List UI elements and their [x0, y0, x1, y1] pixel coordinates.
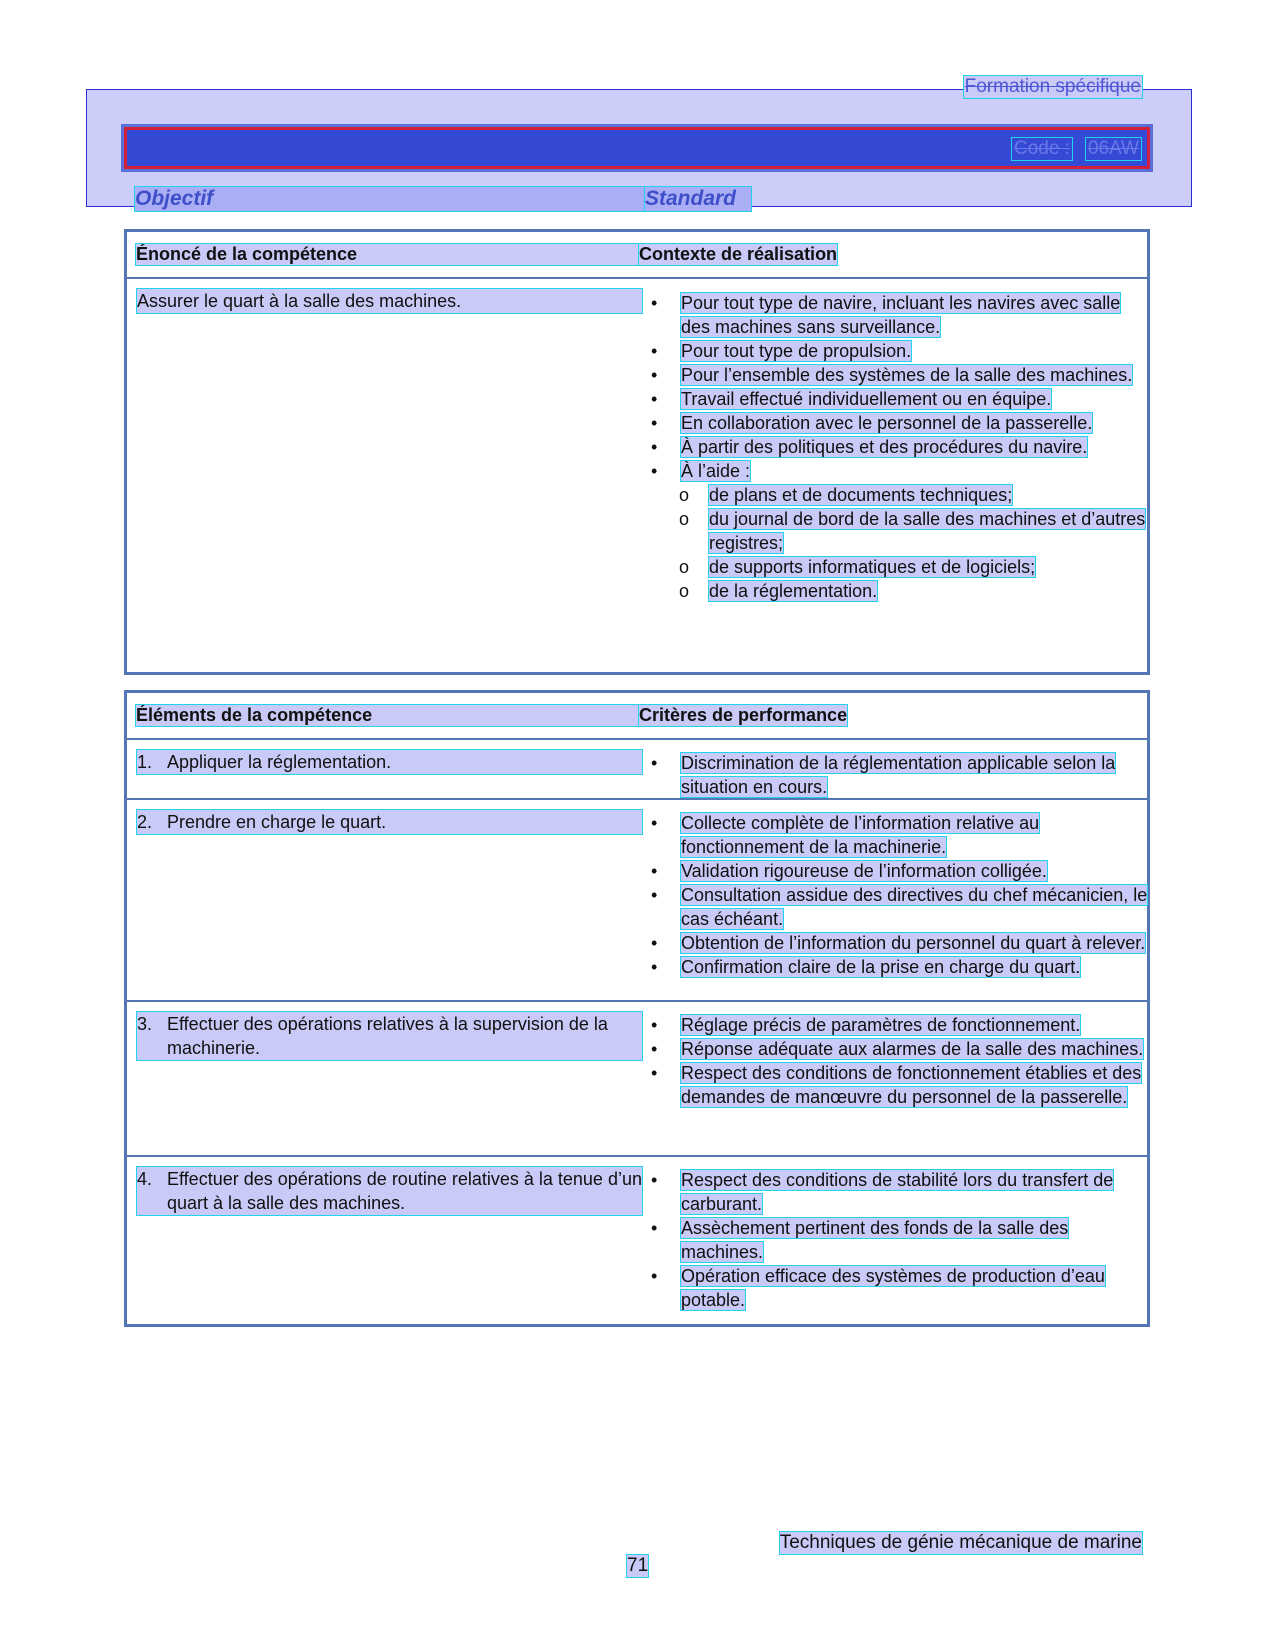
bullet-icon: • — [651, 1039, 658, 1059]
bullet-icon: • — [651, 437, 658, 457]
table-row — [127, 1002, 1147, 1157]
criterion-item — [649, 1061, 1149, 1109]
context-item — [649, 291, 1149, 339]
element-text: Prendre en charge le quart. — [167, 812, 387, 832]
bullet-icon: • — [651, 293, 658, 313]
context-item-text: En collaboration avec le personnel de la passerelle. — [681, 413, 1093, 433]
context-item — [649, 339, 1149, 363]
bullet-icon: • — [651, 1170, 658, 1190]
context-subitem-text: de la réglementation. — [709, 581, 878, 601]
context-item — [649, 459, 1149, 483]
bullet-icon: • — [651, 1266, 658, 1286]
bullet-icon: • — [651, 1063, 658, 1083]
element-text: Effectuer des opérations relatives à la supervision de la machinerie. — [167, 1014, 608, 1058]
context-item-text: À l’aide : — [681, 461, 751, 481]
criterion-text: Validation rigoureuse de l’information colligée. — [681, 861, 1047, 881]
criterion-item — [649, 1168, 1149, 1216]
bullet-icon: • — [651, 885, 658, 905]
circle-bullet-icon: o — [679, 581, 690, 601]
element-number: 1. — [137, 752, 153, 772]
context-item — [649, 411, 1149, 435]
context-list — [649, 291, 1149, 603]
criterion-item — [649, 1037, 1149, 1061]
context-subitem-text: de supports informatiques et de logiciels; — [709, 557, 1036, 577]
context-subitem — [679, 483, 1149, 507]
table-row — [127, 279, 1147, 674]
criterion-text: Respect des conditions de fonctionnement établies et des demandes de manœuvre du personnel de la passerelle. — [681, 1063, 1142, 1107]
context-item-text: Travail effectué individuellement ou en équipe. — [681, 389, 1052, 409]
context-item-text: À partir des politiques et des procédures du navire. — [681, 437, 1088, 457]
context-item — [649, 435, 1149, 459]
context-subitem — [679, 579, 1149, 603]
context-item-text: Pour l’ensemble des systèmes de la salle des machines. — [681, 365, 1133, 385]
competency-element — [137, 810, 642, 834]
bullet-icon: • — [651, 813, 658, 833]
context-subitem-text: du journal de bord de la salle des machines et d’autres registres; — [709, 509, 1146, 553]
criterion-text: Consultation assidue des directives du chef mécanicien, le cas échéant. — [681, 885, 1148, 929]
context-item — [649, 363, 1149, 387]
criterion-item — [649, 883, 1149, 931]
criterion-text: Collecte complète de l’information relative au fonctionnement de la machinerie. — [681, 813, 1040, 857]
statement-column-header: Énoncé de la compétence — [136, 244, 641, 265]
table-row — [127, 800, 1147, 1002]
bullet-icon: • — [651, 861, 658, 881]
criterion-text: Réglage précis de paramètres de fonctionnement. — [681, 1015, 1081, 1035]
criterion-item — [649, 1216, 1149, 1264]
bullet-icon: • — [651, 957, 658, 977]
criteria-list — [649, 1013, 1149, 1109]
criterion-item — [649, 811, 1149, 859]
context-subitems — [649, 483, 1149, 603]
table-row — [127, 740, 1147, 800]
criterion-item — [649, 1264, 1149, 1312]
context-item-text: Pour tout type de navire, incluant les navires avec salle des machines sans surveillance. — [681, 293, 1121, 337]
page-number: 71 — [627, 1555, 649, 1576]
bullet-icon: • — [651, 461, 658, 481]
criteria-list — [649, 1168, 1149, 1312]
context-item-text: Pour tout type de propulsion. — [681, 341, 912, 361]
circle-bullet-icon: o — [679, 557, 690, 577]
bullet-icon: • — [651, 1218, 658, 1238]
bullet-icon: • — [651, 389, 658, 409]
element-number: 2. — [137, 812, 153, 832]
context-item — [649, 387, 1149, 411]
criterion-text: Opération efficace des systèmes de production d’eau potable. — [681, 1266, 1105, 1310]
context-subitem — [679, 555, 1149, 579]
criterion-item — [649, 859, 1149, 883]
criterion-text: Confirmation claire de la prise en charge du quart. — [681, 957, 1081, 977]
elements-column-header: Éléments de la compétence — [136, 705, 641, 726]
table-header-row — [127, 693, 1147, 740]
bullet-icon: • — [651, 341, 658, 361]
bullet-icon: • — [651, 413, 658, 433]
objectif-label: Objectif — [135, 187, 645, 211]
competency-code-bar — [124, 127, 1150, 169]
bullet-icon: • — [651, 933, 658, 953]
bullet-icon: • — [651, 753, 658, 773]
competency-element — [137, 1012, 642, 1060]
table-row — [127, 1157, 1147, 1310]
competency-statement-table — [124, 229, 1150, 675]
element-number: 4. — [137, 1169, 153, 1189]
criterion-item — [649, 1013, 1149, 1037]
code-value: 06AW — [1087, 138, 1139, 159]
standard-label: Standard — [645, 187, 751, 211]
criterion-item — [649, 751, 1149, 799]
context-subitem — [679, 507, 1149, 555]
criteria-list — [649, 751, 1149, 799]
criterion-text: Respect des conditions de stabilité lors du transfert de carburant. — [681, 1170, 1114, 1214]
criterion-text: Obtention de l’information du personnel du quart à relever. — [681, 933, 1146, 953]
criterion-text: Réponse adéquate aux alarmes de la salle des machines. — [681, 1039, 1144, 1059]
element-number: 3. — [137, 1014, 153, 1034]
criterion-item — [649, 931, 1149, 955]
table-header-row — [127, 232, 1147, 279]
circle-bullet-icon: o — [679, 509, 690, 529]
code-prefix: Code : — [1013, 138, 1070, 159]
competency-code — [1012, 138, 1147, 160]
criteria-list — [649, 811, 1149, 979]
element-text: Appliquer la réglementation. — [167, 752, 392, 772]
criteria-column-header: Critères de performance — [639, 705, 848, 725]
context-column-header: Contexte de réalisation — [639, 244, 838, 264]
criterion-text: Assèchement pertinent des fonds de la salle des machines. — [681, 1218, 1069, 1262]
circle-bullet-icon: o — [679, 485, 690, 505]
bullet-icon: • — [651, 365, 658, 385]
competency-statement: Assurer le quart à la salle des machines. — [137, 289, 642, 313]
program-title: Formation spécifique — [964, 76, 1141, 97]
bullet-icon: • — [651, 1015, 658, 1035]
competency-elements-table — [124, 690, 1150, 1327]
context-subitem-text: de plans et de documents techniques; — [709, 485, 1013, 505]
criterion-item — [649, 955, 1149, 979]
competency-element — [137, 1167, 642, 1215]
criterion-text: Discrimination de la réglementation applicable selon la situation en cours. — [681, 753, 1116, 797]
element-text: Effectuer des opérations de routine relatives à la tenue d’un quart à la salle des machines. — [167, 1169, 642, 1213]
competency-element — [137, 750, 642, 774]
footer-program-name: Techniques de génie mécanique de marine — [779, 1532, 1142, 1553]
